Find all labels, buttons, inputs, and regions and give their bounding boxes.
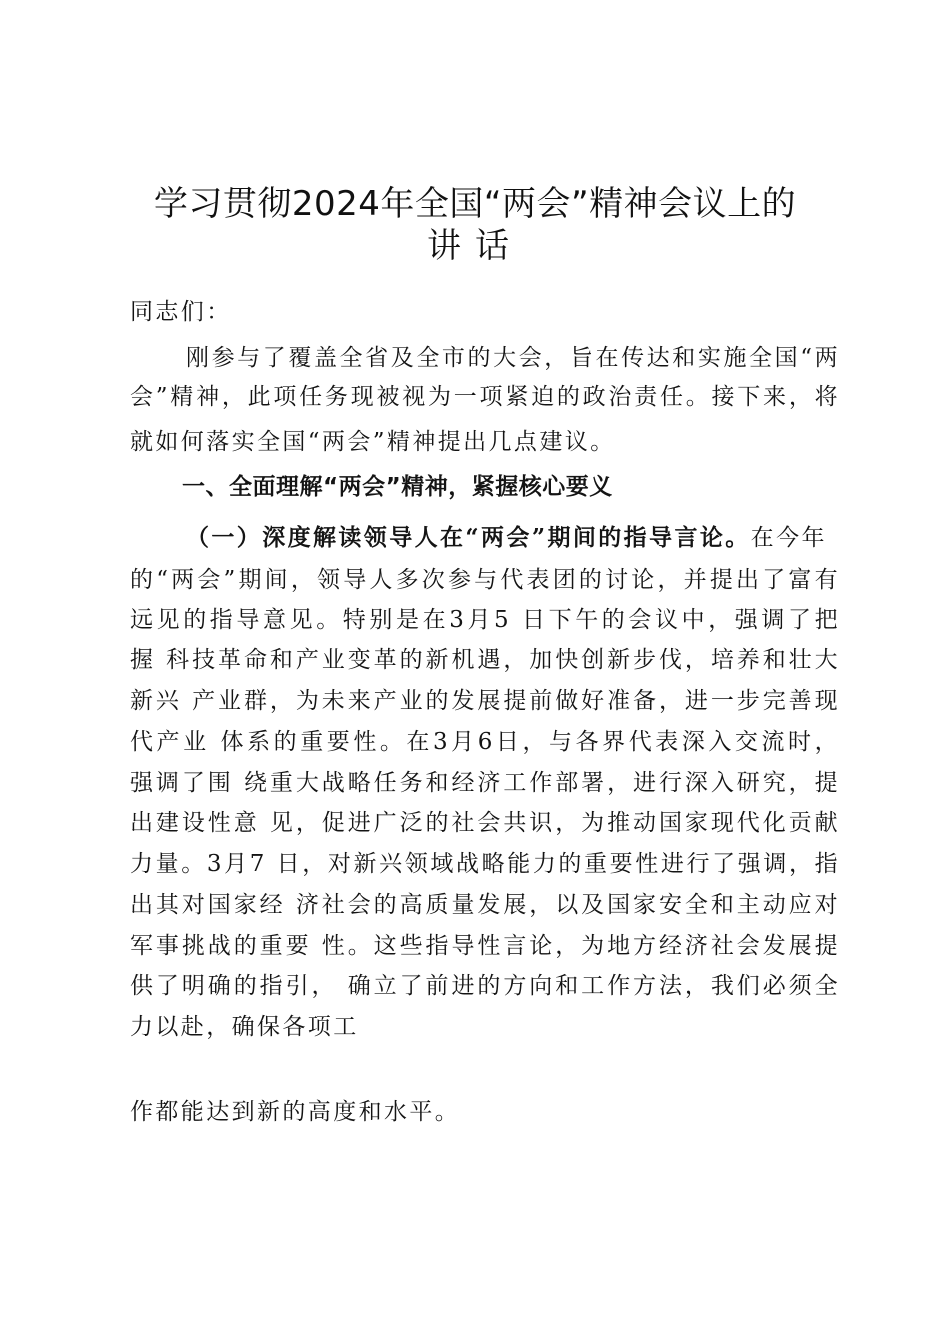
closing-line: 作都能达到新的高度和水平。 — [130, 1099, 461, 1125]
document-title-line1: 学习贯彻2024年全国“两会”精神会议上的 — [153, 184, 797, 224]
intro-line-1: 刚参与了覆盖全省及全市的大会，旨在传达和实施全国“两 — [186, 345, 840, 371]
paragraph-line-1: 的“两会”期间，领导人多次参与代表团的讨论，并提出了富有 — [130, 567, 840, 593]
section-heading-1: 一、全面理解“两会”精神，紧握核心要义 — [182, 474, 613, 500]
intro-line-2: 会”精神，此项任务现被视为一项紧迫的政治责任。接下来，将 — [130, 384, 840, 410]
paragraph-line-4: 新兴 产业群，为未来产业的发展提前做好准备，进一步完善现 — [130, 688, 840, 714]
paragraph-line-10: 军事挑战的重要 性。这些指导性言论，为地方经济社会发展提 — [130, 933, 840, 959]
paragraph-line-5: 代产业 体系的重要性。在3月6日，与各界代表深入交流时， — [130, 729, 840, 755]
paragraph-line-9: 出其对国家经 济社会的高质量发展，以及国家安全和主动应对 — [130, 892, 840, 918]
paragraph-line-3: 握 科技革命和产业变革的新机遇，加快创新步伐，培养和壮大 — [130, 647, 840, 673]
subsection-first-line — [186, 523, 840, 553]
paragraph-line-12: 力以赴，确保各项工 — [130, 1014, 359, 1040]
paragraph-line-8: 力量。3月7 日，对新兴领域战略能力的重要性进行了强调，指 — [130, 851, 840, 877]
salutation: 同志们： — [130, 299, 232, 325]
intro-line-3: 就如何落实全国“两会”精神提出几点建议。 — [130, 429, 616, 455]
paragraph-line-6: 强调了围 绕重大战略任务和经济工作部署，进行深入研究，提 — [130, 770, 840, 796]
document-title-line2: 讲话 — [427, 226, 523, 266]
paragraph-line-7: 出建设性意 见，促进广泛的社会共识，为推动国家现代化贡献 — [130, 810, 840, 836]
subsection-first-line-rest: 在今年 — [750, 525, 827, 551]
subsection-title: （一）深度解读领导人在“两会”期间的指导言论。 — [186, 524, 751, 551]
paragraph-line-2: 远见的指导意见。特别是在3月5 日下午的会议中，强调了把 — [130, 607, 840, 633]
paragraph-line-11: 供了明确的指引， 确立了前进的方向和工作方法，我们必须全 — [130, 973, 840, 999]
